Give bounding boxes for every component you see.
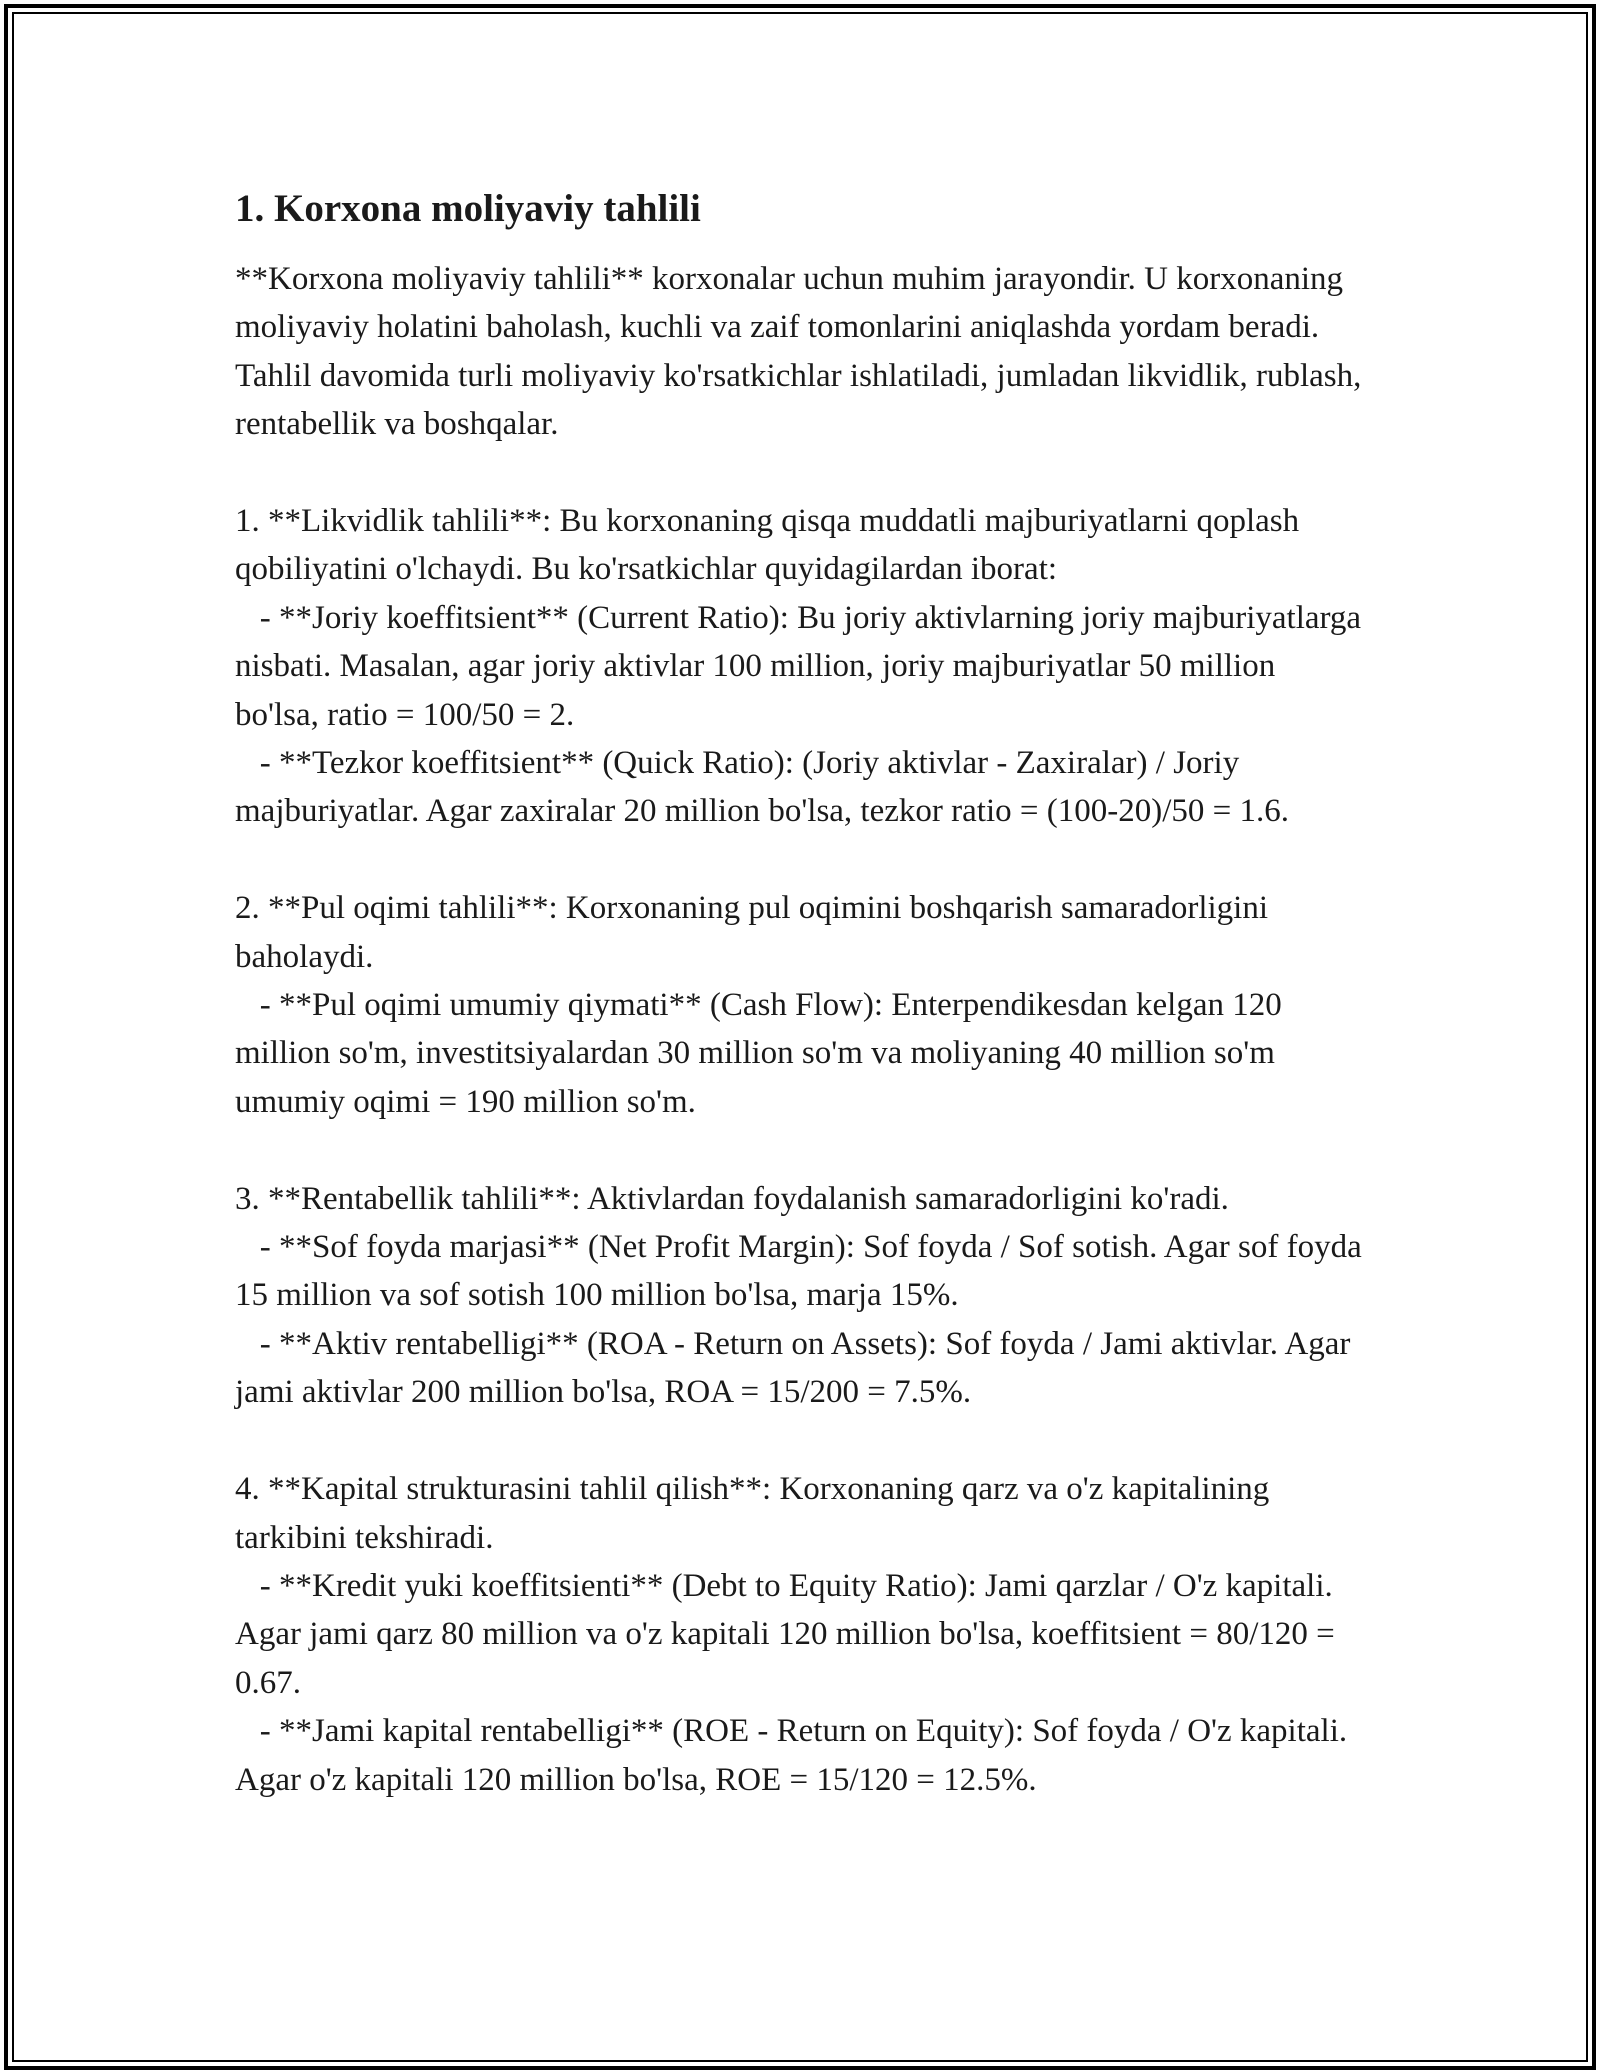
section-item — [235, 739, 1365, 836]
document-title: 1. Korxona moliyaviy tahlili — [235, 187, 701, 230]
section-heading: 2. **Pul oqimi tahlili**: Korxonaning pul oqimini boshqarish samaradorligini baholaydi. — [235, 890, 1269, 975]
section-heading: 3. **Rentabellik tahlili**: Aktivlardan foydalanish samaradorligini ko'radi. — [235, 1180, 1229, 1217]
section-heading: 1. **Likvidlik tahlili**: Bu korxonaning qisqa muddatli majburiyatlarni qoplash qobiliyatini o'lchaydi. Bu ko'rsatkichlar quyidagilardan iborat: — [235, 503, 1300, 588]
paragraph-spacer — [235, 1126, 1365, 1174]
section-item — [235, 1707, 1365, 1804]
paragraph-spacer — [235, 836, 1365, 884]
section-capital-structure — [235, 1465, 1365, 1804]
section-item-text: - **Joriy koeffitsient** (Current Ratio): Bu joriy aktivlarning joriy majburiyatlarga nisbati. Masalan, agar joriy aktivlar 100 million, joriy majburiyatlar 50 million bo'lsa, ratio = 100/50 = 2. — [235, 599, 1362, 733]
document-page — [235, 185, 1365, 1804]
section-item-text: - **Sof foyda marjasi** (Net Profit Margin): Sof foyda / Sof sotish. Agar sof foyda 15 million va sof sotish 100 million bo'lsa, marja 15%. — [235, 1229, 1362, 1314]
section-heading: 4. **Kapital strukturasini tahlil qilish**: Korxonaning qarz va o'z kapitalining tarkibini tekshiradi. — [235, 1471, 1270, 1556]
section-liquidity — [235, 497, 1365, 836]
section-item — [235, 1320, 1365, 1417]
paragraph-spacer — [235, 1417, 1365, 1465]
section-item — [235, 981, 1365, 1126]
section-item-text: - **Aktiv rentabelligi** (ROA - Return on Assets): Sof foyda / Jami aktivlar. Agar jami aktivlar 200 million bo'lsa, ROA = 15/200 = 7.5%. — [235, 1325, 1351, 1411]
intro-paragraph: **Korxona moliyaviy tahlili** korxonalar uchun muhim jarayondir. U korxonaning moliyaviy holatini baholash, kuchli va zaif tomonlarini aniqlashda yordam beradi. Tahlil davomida turli moliyaviy ko'rsatkichlar ishlatiladi, jumladan likvidlik, rublash, rentabellik va boshqalar. — [235, 261, 1362, 443]
section-item — [235, 1223, 1365, 1320]
section-cash-flow — [235, 884, 1365, 1126]
section-item-text: - **Kredit yuki koeffitsienti** (Debt to Equity Ratio): Jami qarzlar / O'z kapitali. Agar jami qarz 80 million va o'z kapitali 120 million bo'lsa, koeffitsient = 80/120 = 0.67. — [235, 1567, 1335, 1701]
section-item-text: - **Jami kapital rentabelligi** (ROE - Return on Equity): Sof foyda / O'z kapitali. Agar o'z kapitali 120 million bo'lsa, ROE = 15/120 = 12.5%. — [235, 1713, 1348, 1798]
paragraph-spacer — [235, 449, 1365, 497]
section-item-text: - **Pul oqimi umumiy qiymati** (Cash Flow): Enterpendikesdan kelgan 120 million so'm, investitsiyalardan 30 million so'm va moliyaning 40 million so'm umumiy oqimi = 190 million so'm. — [235, 987, 1282, 1120]
section-profitability — [235, 1175, 1365, 1417]
section-item-text: - **Tezkor koeffitsient** (Quick Ratio): (Joriy aktivlar - Zaxiralar) / Joriy majburiyatlar. Agar zaxiralar 20 million bo'lsa, tezkor ratio = (100-20)/50 = 1.6. — [235, 745, 1289, 830]
section-item — [235, 1562, 1365, 1707]
section-item — [235, 594, 1365, 739]
